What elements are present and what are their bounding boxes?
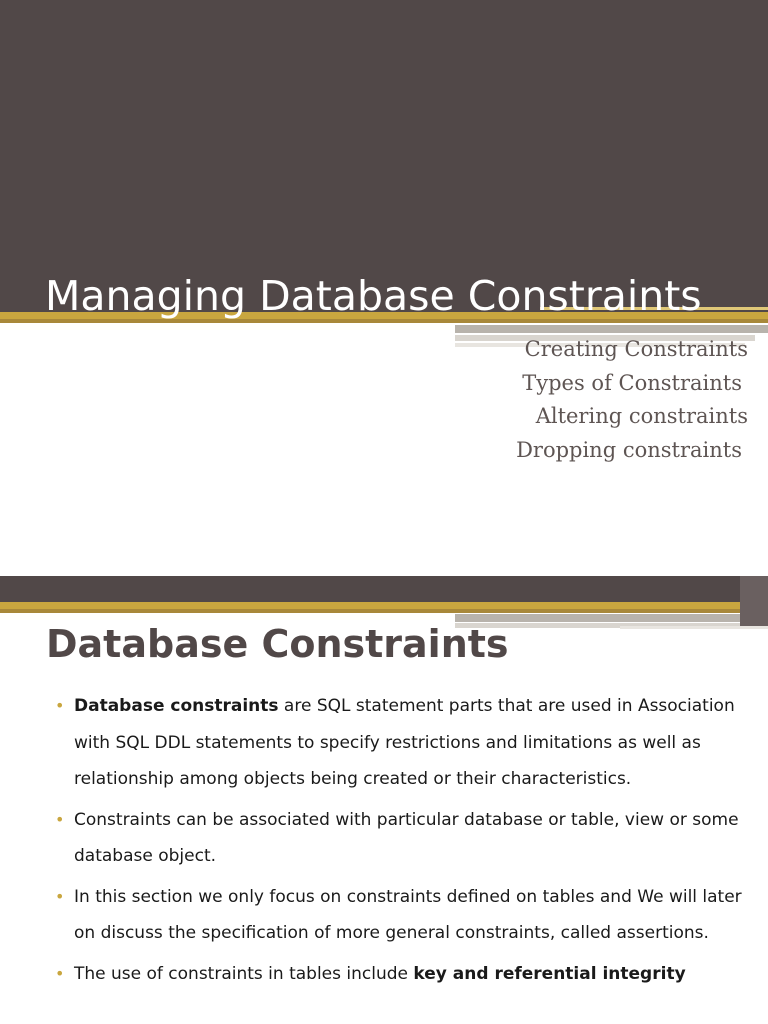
header-band xyxy=(0,0,768,312)
bullet-icon: • xyxy=(55,963,65,983)
bullet-list xyxy=(0,688,768,996)
subtitle-list xyxy=(388,333,748,467)
bullet-text: The use of constraints in tables include xyxy=(74,963,414,984)
bullet-item xyxy=(0,956,768,993)
bullet-text: are SQL statement parts that are used in Association with SQL DDL statements to specify restrictions and limitations as well as relationship among objects being created or their characteristics. xyxy=(74,696,735,789)
bullet-text: In this section we only focus on constraints defined on tables and We will later on discuss the specification of more general constraints, called assertions. xyxy=(74,886,742,943)
bullet-icon: • xyxy=(55,696,65,715)
bullet-item xyxy=(0,688,768,798)
slide-title: Database Constraints xyxy=(46,622,509,666)
bullet-icon: • xyxy=(55,809,65,829)
subtitle-item: Dropping constraints xyxy=(516,437,742,462)
bold-term: key and referential integrity xyxy=(413,963,686,984)
bullet-item xyxy=(0,879,768,952)
slide-title: Managing Database Constraints xyxy=(45,272,702,320)
bold-term: Database constraints xyxy=(74,696,279,716)
bullet-icon: • xyxy=(55,886,65,906)
subtitle-item: Altering constraints xyxy=(535,404,748,428)
bullet-text: Constraints can be associated with particular database or table, view or some database object. xyxy=(74,809,739,866)
subtitle-item: Creating Constraints xyxy=(524,337,748,361)
content-slide xyxy=(0,576,768,1024)
bullet-item xyxy=(0,802,768,875)
subtitle-item: Types of Constraints xyxy=(522,370,742,395)
